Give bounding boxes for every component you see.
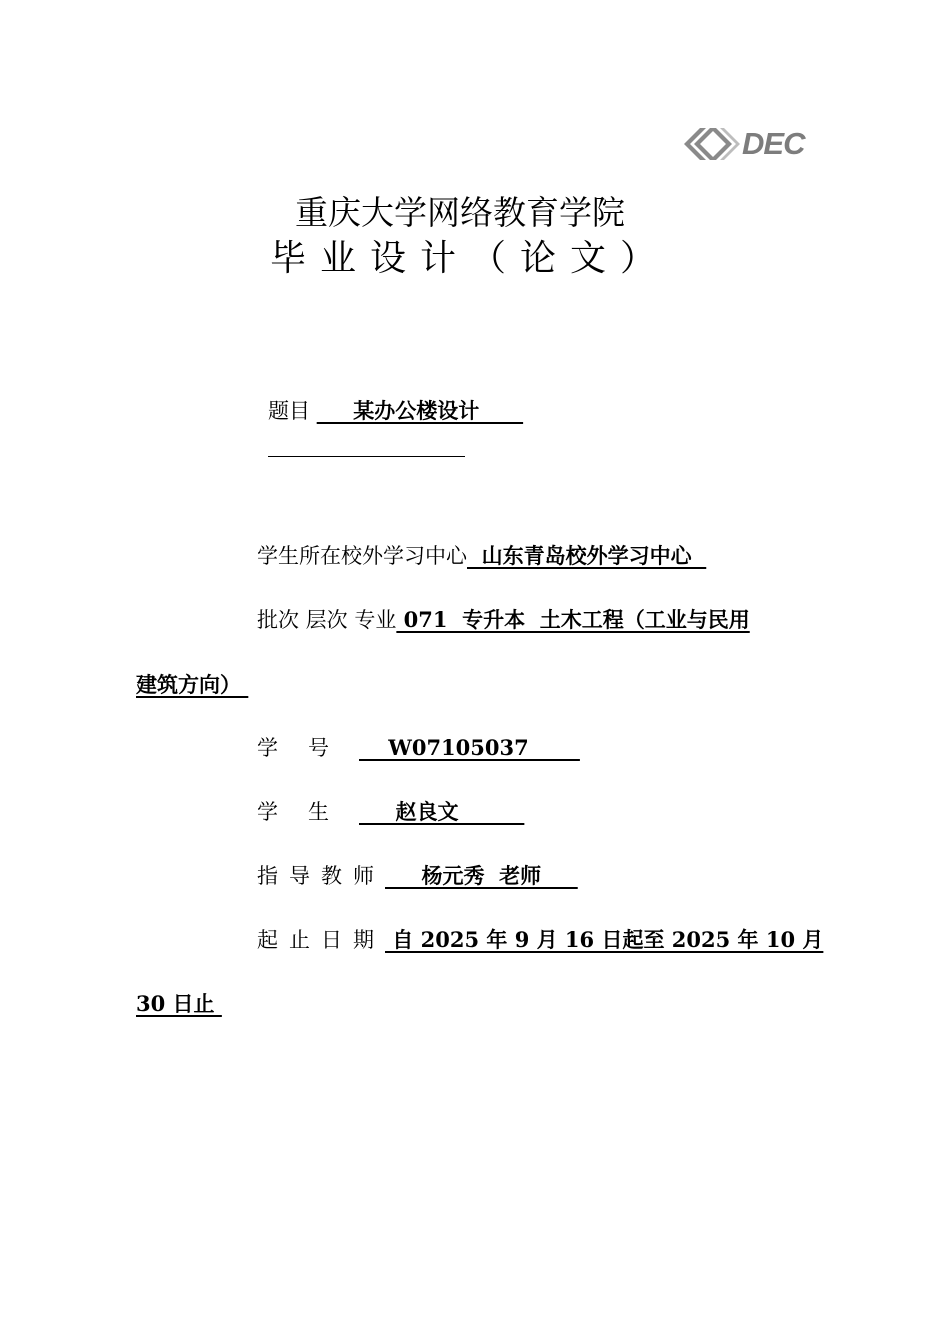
logo-text: DEC xyxy=(742,126,805,161)
dec-logo xyxy=(680,124,830,168)
student-label: 学生 xyxy=(257,800,359,824)
dates-value-line2: 30 日止 xyxy=(136,991,222,1016)
batch-value-line2: 建筑方向） xyxy=(136,672,249,697)
advisor-row xyxy=(257,861,578,891)
batch-value-line1: 071 专升本 土木工程（工业与民用 xyxy=(396,607,750,632)
institution-title: 重庆大学网络教育学院 xyxy=(295,193,625,232)
learning-center-value: 山东青岛校外学习中心 xyxy=(467,543,707,568)
topic-value: 某办公楼设计 xyxy=(316,398,524,423)
topic-label: 题目 xyxy=(268,399,310,423)
student-id-value: W07105037 xyxy=(359,735,580,760)
batch-row xyxy=(257,605,750,635)
topic-row xyxy=(268,396,523,426)
dates-label: 起止日期 xyxy=(257,928,385,952)
student-id-row xyxy=(257,733,580,763)
dates-row-continued xyxy=(136,989,222,1019)
student-row xyxy=(257,797,524,827)
batch-label: 批次 层次 专业 xyxy=(257,608,397,632)
dec-chevron-icon xyxy=(680,124,742,164)
student-id-label: 学号 xyxy=(257,736,359,760)
advisor-value: 杨元秀 老师 xyxy=(385,863,578,888)
advisor-label: 指导教师 xyxy=(257,864,385,888)
topic-blank-line xyxy=(268,456,465,457)
dates-value-line1: 自 2025 年 9 月 16 日起至 2025 年 10 月 xyxy=(385,927,824,952)
document-type-title: 毕业设计（论文） xyxy=(269,238,670,279)
learning-center-label: 学生所在校外学习中心 xyxy=(257,544,467,568)
student-value: 赵良文 xyxy=(359,799,525,824)
learning-center-row xyxy=(257,541,706,571)
batch-row-continued xyxy=(136,670,248,700)
dates-row xyxy=(257,925,823,955)
